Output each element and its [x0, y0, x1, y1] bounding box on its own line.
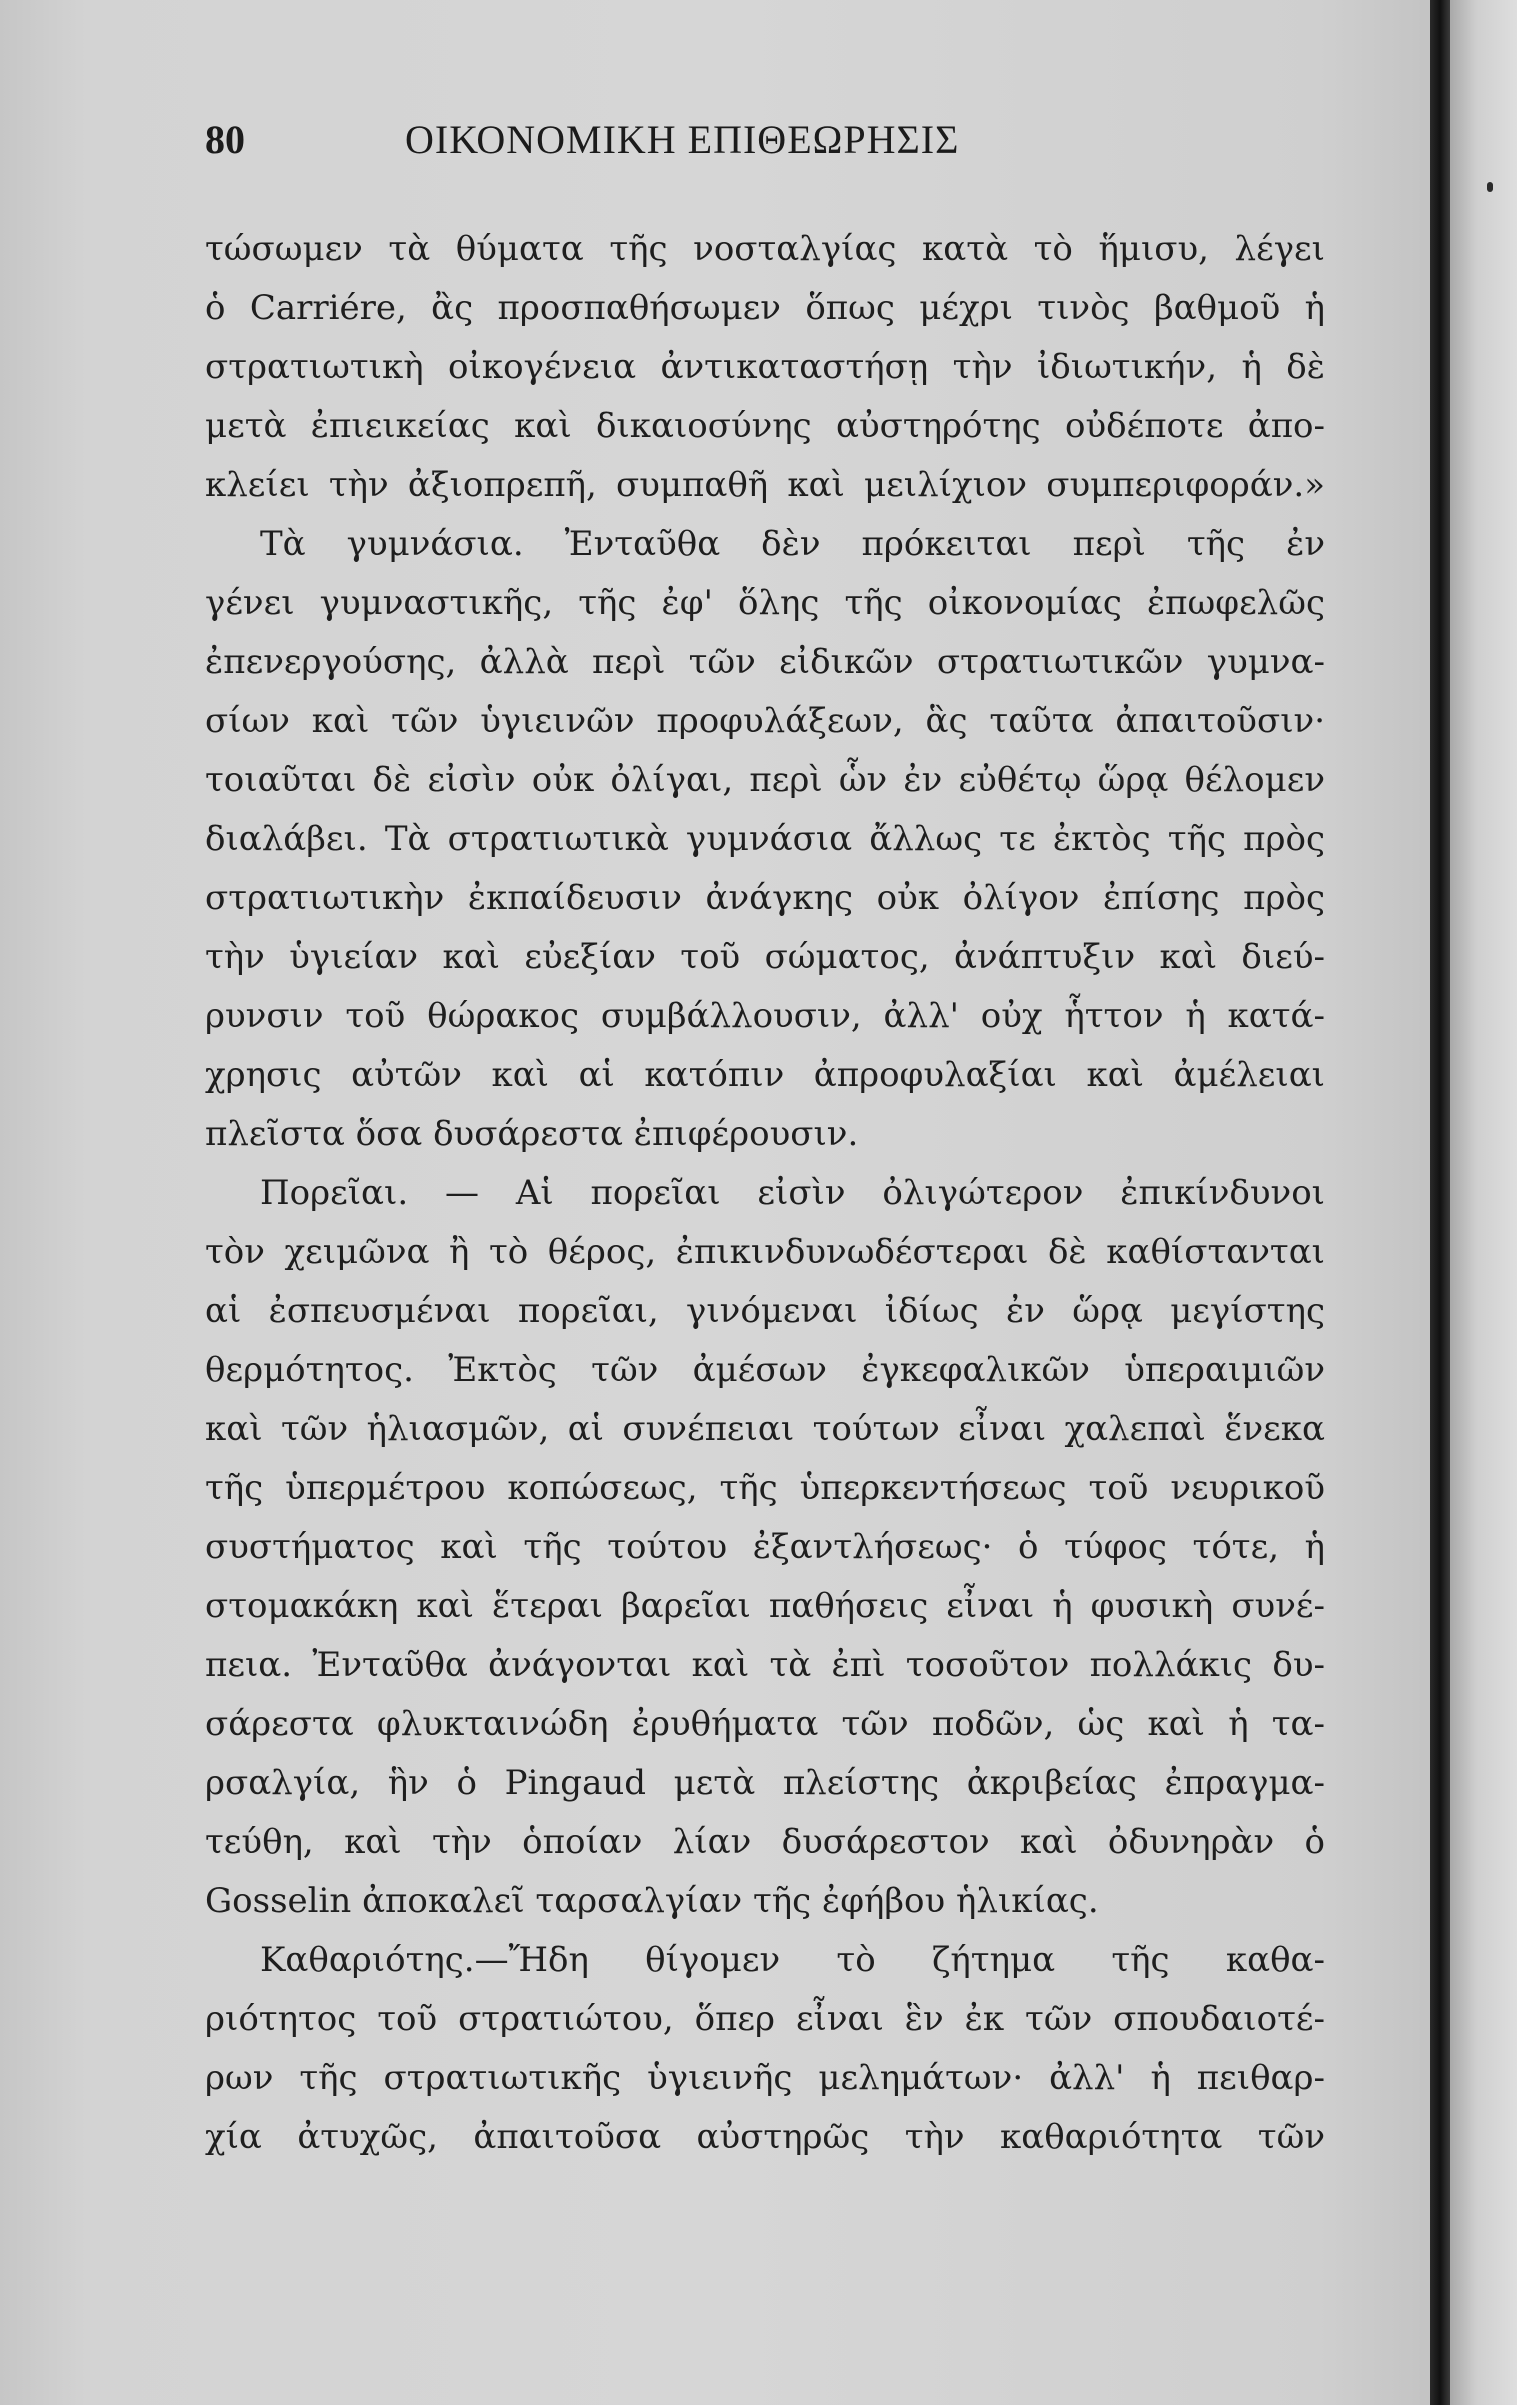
text-line: τώσωμεν τὰ θύματα τῆς νοσταλγίας κατὰ τὸ ἥμισυ, λέγει — [205, 229, 1325, 269]
page-number: 80 — [205, 117, 245, 162]
text-line: τῆς ὑπερμέτρου κοπώσεως, τῆς ὑπερκεντήσεως τοῦ νευρικοῦ — [205, 1468, 1325, 1508]
text-line: ἐπενεργούσης, ἀλλὰ περὶ τῶν εἰδικῶν στρατιωτικῶν γυμνα- — [205, 642, 1325, 682]
text-line: ὁ Carriére, ἂς προσπαθήσωμεν ὅπως μέχρι τινὸς βαθμοῦ ἡ — [205, 288, 1325, 328]
body-text — [205, 220, 1325, 2167]
section-heading-line: Πορεῖαι. — Αἱ πορεῖαι εἰσὶν ὀλιγώτερον ἐπικίνδυνοι — [260, 1173, 1325, 1213]
text-line: ριότητος τοῦ στρατιώτου, ὅπερ εἶναι ἓν ἐκ τῶν σπουδαιοτέ- — [205, 1999, 1325, 2039]
text-line: ρυνσιν τοῦ θώρακος συμβάλλουσιν, ἀλλ' οὐχ ἧττον ἡ κατά- — [205, 996, 1325, 1036]
book-spine-shadow — [1430, 0, 1450, 2405]
text-line: σάρεστα φλυκταινώδη ἐρυθήματα τῶν ποδῶν, ὡς καὶ ἡ τα- — [205, 1704, 1325, 1744]
text-line: τὴν ὑγιείαν καὶ εὐεξίαν τοῦ σώματος, ἀνάπτυξιν καὶ διεύ- — [205, 937, 1325, 977]
text-line: τὸν χειμῶνα ἢ τὸ θέρος, ἐπικινδυνωδέστεραι δὲ καθίστανται — [205, 1232, 1325, 1272]
text-line: γένει γυμναστικῆς, τῆς ἐφ' ὅλης τῆς οἰκονομίας ἐπωφελῶς — [205, 583, 1325, 623]
text-line: συστήματος καὶ τῆς τούτου ἐξαντλήσεως· ὁ τύφος τότε, ἡ — [205, 1527, 1325, 1567]
text-line: στρατιωτικὴν ἐκπαίδευσιν ἀνάγκης οὐκ ὀλίγον ἐπίσης πρὸς — [205, 878, 1325, 918]
section-heading-line: Τὰ γυμνάσια. Ἐνταῦθα δὲν πρόκειται περὶ τῆς ἐν — [260, 524, 1325, 564]
text-line: σίων καὶ τῶν ὑγιεινῶν προφυλάξεων, ἃς ταῦτα ἀπαιτοῦσιν· — [205, 701, 1325, 741]
text-line: τοιαῦται δὲ εἰσὶν οὐκ ὀλίγαι, περὶ ὧν ἐν εὐθέτῳ ὥρᾳ θέλομεν — [205, 760, 1325, 800]
facing-page-edge — [1450, 0, 1517, 2405]
page-header — [205, 112, 1330, 172]
text-line: θερμότητος. Ἐκτὸς τῶν ἀμέσων ἐγκεφαλικῶν ὑπεραιμιῶν — [205, 1350, 1325, 1390]
text-line: ρσαλγία, ἣν ὁ Pingaud μετὰ πλείστης ἀκριβείας ἐπραγμα- — [205, 1763, 1325, 1803]
ink-speck — [1487, 182, 1493, 192]
text-line: αἱ ἐσπευσμέναι πορεῖαι, γινόμεναι ἰδίως ἐν ὥρᾳ μεγίστης — [205, 1291, 1325, 1331]
text-line: πλεῖστα ὅσα δυσάρεστα ἐπιφέρουσιν. — [205, 1114, 859, 1154]
text-line: κλείει τὴν ἀξιοπρεπῆ, συμπαθῆ καὶ μειλίχιον συμπεριφοράν.» — [205, 465, 1325, 505]
section-heading-line: Καθαριότης.—Ἤδη θίγομεν τὸ ζήτημα τῆς καθα- — [260, 1940, 1325, 1980]
text-line: πεια. Ἐνταῦθα ἀνάγονται καὶ τὰ ἐπὶ τοσοῦτον πολλάκις δυ- — [205, 1645, 1325, 1685]
text-line: μετὰ ἐπιεικείας καὶ δικαιοσύνης αὐστηρότης οὐδέποτε ἀπο- — [205, 406, 1325, 446]
text-line: στρατιωτικὴ οἰκογένεια ἀντικαταστήσῃ τὴν ἰδιωτικήν, ἡ δὲ — [205, 347, 1325, 387]
text-line: καὶ τῶν ἡλιασμῶν, αἱ συνέπειαι τούτων εἶναι χαλεπαὶ ἕνεκα — [205, 1409, 1325, 1449]
text-line: στομακάκη καὶ ἕτεραι βαρεῖαι παθήσεις εἶναι ἡ φυσικὴ συνέ- — [205, 1586, 1325, 1626]
text-line: διαλάβει. Τὰ στρατιωτικὰ γυμνάσια ἄλλως τε ἐκτὸς τῆς πρὸς — [205, 819, 1325, 859]
running-title: ΟΙΚΟΝΟΜΙΚΗ ΕΠΙΘΕΩΡΗΣΙΣ — [405, 117, 960, 162]
text-line: χία ἀτυχῶς, ἀπαιτοῦσα αὐστηρῶς τὴν καθαριότητα τῶν — [205, 2117, 1325, 2157]
text-line: Gosselin ἀποκαλεῖ ταρσαλγίαν τῆς ἐφήβου ἡλικίας. — [205, 1881, 1099, 1921]
text-line: τεύθη, καὶ τὴν ὁποίαν λίαν δυσάρεστον καὶ ὀδυνηρὰν ὁ — [205, 1822, 1325, 1862]
text-line: ρων τῆς στρατιωτικῆς ὑγιεινῆς μελημάτων· ἀλλ' ἡ πειθαρ- — [205, 2058, 1325, 2098]
text-line: χρησις αὐτῶν καὶ αἱ κατόπιν ἀπροφυλαξίαι καὶ ἀμέλειαι — [205, 1055, 1325, 1095]
